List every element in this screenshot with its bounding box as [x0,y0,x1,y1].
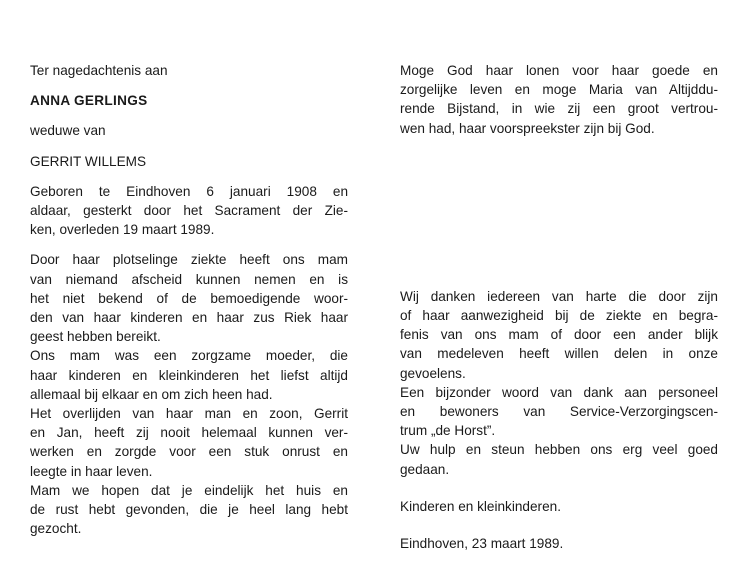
text-line: en bewoners van Service-Verzorgingscen- [400,404,718,420]
text-line: allemaal bij elkaar en om zich heen had. [30,386,273,402]
text-line: trum „de Horst”. [400,423,496,439]
intro-text: Ter nagedachtenis aan [30,63,168,78]
text-line: het niet bekend of de bemoedigende woor- [30,290,348,306]
text-line: van medeleven heeft willen delen in onze [400,346,718,362]
text-line: gezocht. [30,521,82,537]
text-line: Moge God haar lonen voor haar goede en [400,63,718,78]
prayer-paragraph [400,61,718,138]
birth-paragraph [30,182,348,240]
right-column [400,61,718,553]
text-line: Het overlijden van haar man en zoon, Gerrit [30,406,348,422]
text-line: of haar aanwezigheid bij de ziekte en begra- [400,308,718,324]
husband-name: GERRIT WILLEMS [30,153,147,169]
text-line: den van haar kinderen en haar zus Riek haar [30,310,348,326]
text-line: en Jan, heeft zij nooit helemaal kunnen ver- [30,425,348,441]
text-line: Geboren te Eindhoven 6 januari 1908 en [30,183,348,199]
widow-of-text: weduwe van [30,123,106,139]
text-line: aldaar, gesterkt door het Sacrament der Zie- [30,203,348,219]
text-line: gedaan. [400,461,450,477]
text-line: van niemand afscheid kunnen nemen en is [30,271,348,287]
text-line: rende Bijstand, in wie zij een groot vertrou- [400,101,718,117]
text-line: wen had, haar voorspreekster zijn bij God. [400,120,655,136]
text-line: Door haar plotselinge ziekte heeft ons mam [30,252,348,268]
text-line: Een bijzonder woord van dank aan personeel [400,384,718,400]
text-line: fenis van ons mam of door een ander blijk [400,327,718,343]
tribute-paragraph [30,250,348,538]
text-line: haar kinderen en kleinkinderen het liefst altijd [30,367,348,383]
signature-text: Kinderen en kleinkinderen. [400,498,561,514]
text-line: geest hebben bereikt. [30,329,161,345]
text-line: Uw hulp en steun hebben ons erg veel goed [400,442,718,458]
text-line: ken, overleden 19 maart 1989. [30,222,215,238]
text-line: Wij danken iedereen van harte die door zijn [400,288,718,304]
deceased-name: ANNA GERLINGS [30,93,148,109]
thanks-paragraph [400,287,718,479]
left-column [30,61,348,538]
place-date-text: Eindhoven, 23 maart 1989. [400,536,564,552]
text-line: Ons mam was een zorgzame moeder, die [30,348,348,364]
text-line: werken en zorgde voor een stuk onrust en [30,444,348,460]
text-line: de rust hebt gevonden, die je heel lang hebt [30,502,348,518]
text-line: gevoelens. [400,365,466,381]
text-line: zorgelijke leven en moge Maria van Altijddu- [400,82,718,98]
text-line: leegte in haar leven. [30,463,153,479]
text-line: Mam we hopen dat je eindelijk het huis en [30,482,348,498]
